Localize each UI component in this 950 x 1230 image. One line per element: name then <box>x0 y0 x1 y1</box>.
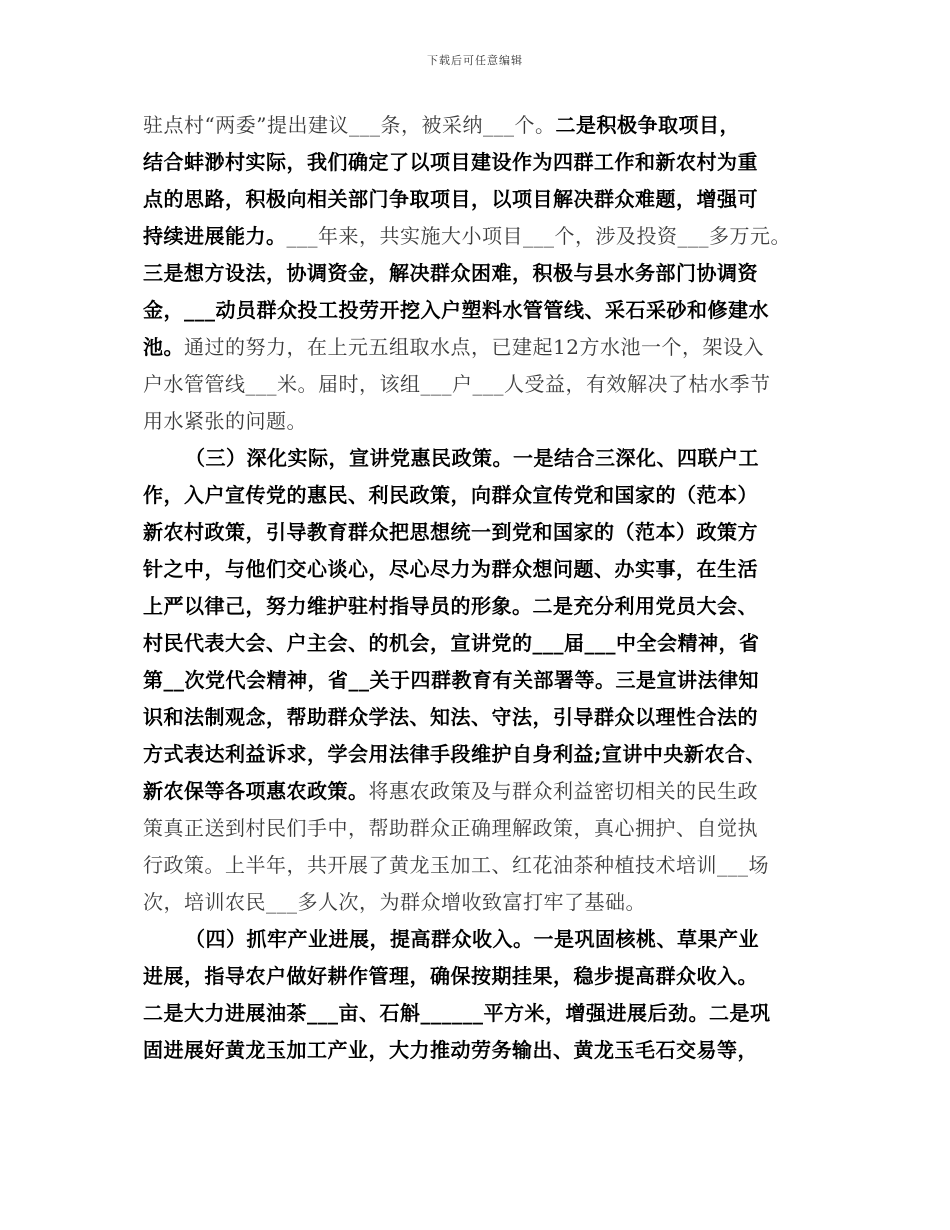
paragraph-line <box>143 218 815 255</box>
paragraph-line <box>143 588 815 625</box>
bold-text-segment: 方式表达利益诉求，学会用法律手段维护自身利益;宣讲中央新农合、 <box>143 742 766 766</box>
paragraph-line <box>143 551 815 588</box>
bold-text-segment: 点的思路，积极向相关部门争取项目，以项目解决群众难题，增强可 <box>143 187 758 211</box>
document-body <box>143 107 815 1069</box>
paragraph-line <box>143 958 815 995</box>
bold-text-segment: 池。 <box>143 335 184 359</box>
text-segment: 将惠农政策及与群众利益密切相关的民生政 <box>368 779 758 803</box>
bold-text-segment: 针之中，与他们交心谈心，尽心尽力为群众想问题、办实事，在生活 <box>143 557 758 581</box>
paragraph-line <box>143 662 815 699</box>
paragraph-line <box>143 440 815 477</box>
bold-text-segment: 结合蚌渺村实际，我们确定了以项目建设作为四群工作和新农村为重 <box>143 150 758 174</box>
paragraph-line <box>143 773 815 810</box>
text-segment: 策真正送到村民们手中，帮助群众正确理解政策，真心拥护、自觉执 <box>143 816 758 840</box>
text-segment: 行政策。上半年，共开展了黄龙玉加工、红花油茶种植技术培训___场 <box>143 853 769 877</box>
paragraph-line <box>143 995 815 1032</box>
paragraph-line <box>143 477 815 514</box>
page-header: 下载后可任意编辑 <box>427 54 523 67</box>
bold-text-segment: 二是大力进展油茶___亩、石斛______平方米，增强进展后劲。二是巩 <box>143 1001 771 1025</box>
paragraph-line <box>143 699 815 736</box>
bold-text-segment: 三是想方设法，协调资金，解决群众困难，积极与县水务部门协调资 <box>143 261 758 285</box>
paragraph-line <box>143 625 815 662</box>
paragraph-line <box>143 514 815 551</box>
bold-text-segment: （四）抓牢产业进展，提高群众收入。一是巩固核桃、草果产业 <box>185 927 759 951</box>
bold-text-segment: 固进展好黄龙玉加工产业，大力推动劳务输出、黄龙玉毛石交易等， <box>143 1038 758 1062</box>
paragraph-line <box>143 810 815 847</box>
bold-text-segment: 第__次党代会精神，省__关于四群教育有关部署等。三是宣讲法律知 <box>143 668 759 692</box>
paragraph-line <box>143 181 815 218</box>
bold-text-segment: 二是积极争取项目， <box>555 113 740 137</box>
paragraph-line <box>143 366 815 403</box>
paragraph-line <box>143 144 815 181</box>
paragraph-line <box>143 329 815 366</box>
bold-text-segment: 新农村政策，引导教育群众把思想统一到党和国家的（范本）政策方 <box>143 520 758 544</box>
paragraph-line <box>143 736 815 773</box>
paragraph-line <box>143 255 815 292</box>
paragraph-line <box>143 847 815 884</box>
paragraph-line <box>143 1032 815 1069</box>
bold-text-segment: 进展，指导农户做好耕作管理，确保按期挂果，稳步提高群众收入。 <box>143 964 758 988</box>
text-segment: 通过的努力，在上元五组取水点，已建起12方水池一个，架设入 <box>184 335 764 359</box>
bold-text-segment: （三）深化实际，宣讲党惠民政策。一是结合三深化、四联户工 <box>185 446 759 470</box>
paragraph-line <box>143 921 815 958</box>
bold-text-segment: 村民代表大会、户主会、的机会，宣讲党的___届___中全会精神，省 <box>143 631 760 655</box>
text-segment: 用水紧张的问题。 <box>143 409 307 433</box>
paragraph-line <box>143 292 815 329</box>
text-segment: 次，培训农民___多人次，为群众增收致富打牢了基础。 <box>143 890 646 914</box>
text-segment: 驻点村“两委”提出建议___条，被采纳___个。 <box>143 113 556 137</box>
paragraph-line <box>143 884 815 921</box>
text-segment: ___年来，共实施大小项目___个，涉及投资___多万元。 <box>286 224 791 248</box>
bold-text-segment: 识和法制观念，帮助群众学法、知法、守法，引导群众以理性合法的 <box>143 705 758 729</box>
bold-text-segment: 上严以律己，努力维护驻村指导员的形象。二是充分利用党员大会、 <box>143 594 758 618</box>
paragraph-line <box>143 403 815 440</box>
bold-text-segment: 新农保等各项惠农政策。 <box>143 779 369 803</box>
bold-text-segment: 持续进展能力。 <box>143 224 287 248</box>
paragraph-line <box>143 107 815 144</box>
bold-text-segment: 金，___动员群众投工投劳开挖入户塑料水管管线、采石采砂和修建水 <box>143 298 769 322</box>
text-segment: 户水管管线___米。届时，该组___户___人受益，有效解决了枯水季节 <box>143 372 771 396</box>
bold-text-segment: 作，入户宣传党的惠民、利民政策，向群众宣传党和国家的（范本） <box>143 483 758 507</box>
